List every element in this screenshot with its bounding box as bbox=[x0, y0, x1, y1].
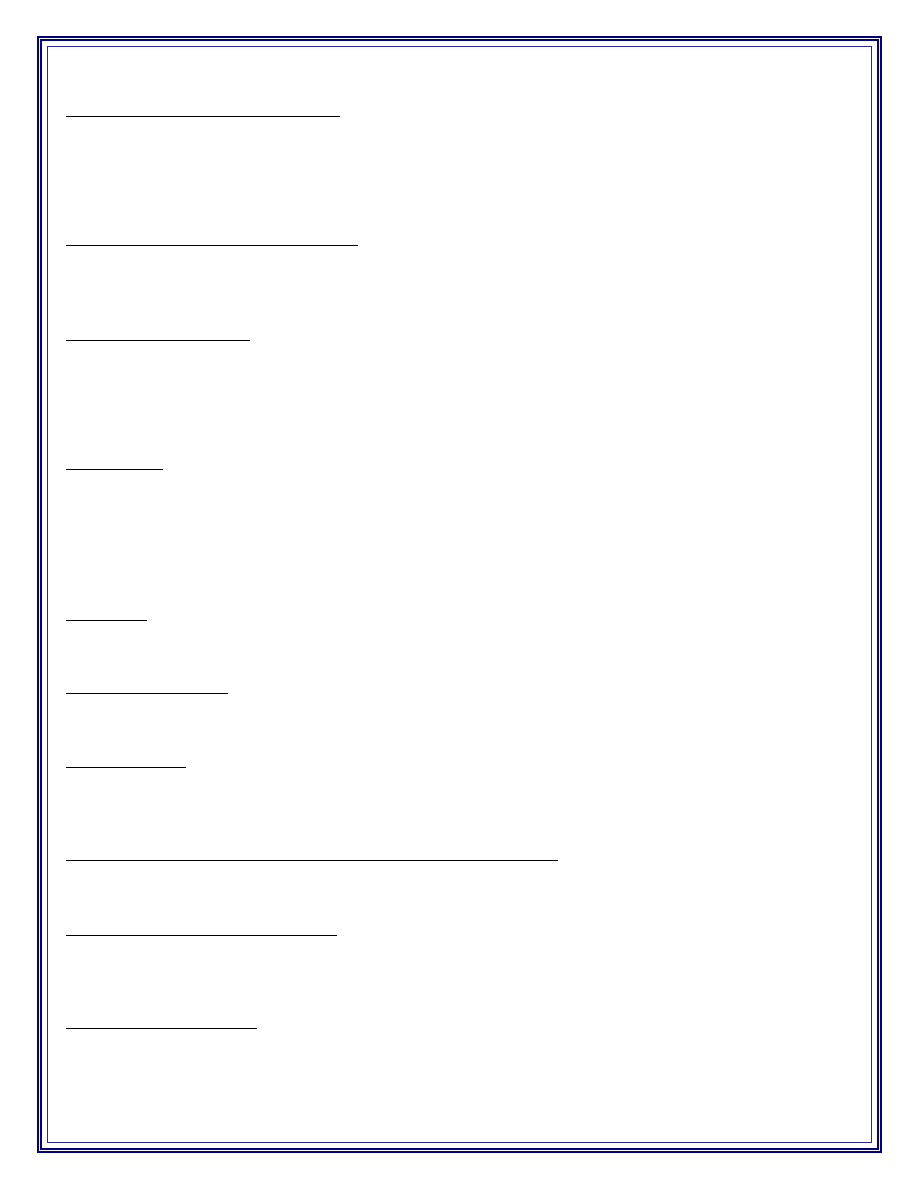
blank-line-5 bbox=[66, 620, 147, 621]
page-border bbox=[37, 36, 882, 1153]
blank-line-4 bbox=[66, 469, 163, 470]
blank-line-1 bbox=[66, 116, 340, 117]
blank-line-10 bbox=[66, 1028, 257, 1029]
blank-line-8 bbox=[66, 860, 558, 861]
blank-line-9 bbox=[66, 935, 337, 936]
blank-line-3 bbox=[66, 340, 250, 341]
blank-line-2 bbox=[66, 245, 358, 246]
page-border-inner bbox=[47, 46, 872, 1143]
blank-line-7 bbox=[66, 767, 186, 768]
blank-line-6 bbox=[66, 693, 228, 694]
